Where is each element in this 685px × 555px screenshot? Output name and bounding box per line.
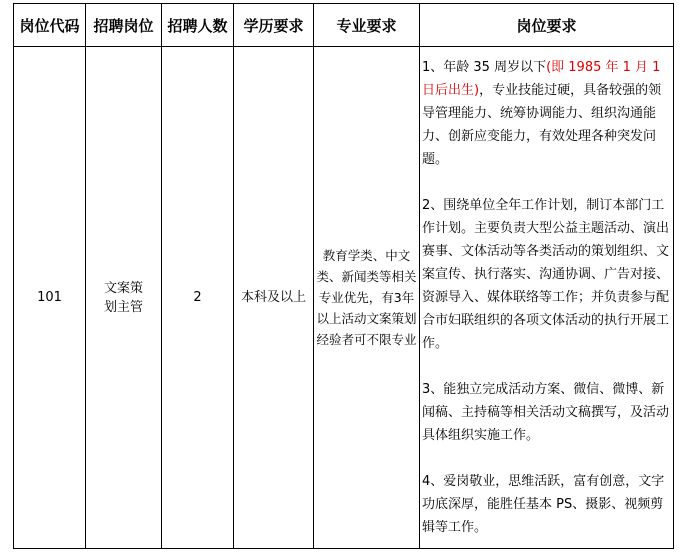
cell-requirements [420, 47, 674, 549]
requirement-1-prefix: 1、年龄 35 周岁以下 [422, 60, 547, 75]
cell-job-code: 101 [14, 47, 86, 549]
position-text: 文案策划主管 [103, 280, 143, 315]
table-row [14, 47, 674, 549]
header-major: 专业要求 [314, 4, 420, 47]
requirement-3: 3、能独立完成活动方案、微信、微博、新闻稿、主持稿等相关活动文稿撰写，及活动具体组织实施工作。 [422, 382, 670, 443]
requirement-1-suffix: ，专业技能过硬，具备较强的领导管理能力、统筹协调能力、组织沟通能力、创新应变能力，有效处理各种突发问题。 [422, 83, 662, 167]
cell-major: 教育学类、中文类、新闻类等相关专业优先，有3年以上活动文案策划经验者可不限专业 [314, 47, 420, 549]
header-requirements: 岗位要求 [420, 4, 674, 47]
header-job-code: 岗位代码 [14, 4, 86, 47]
header-position: 招聘岗位 [86, 4, 162, 47]
header-count: 招聘人数 [162, 4, 234, 47]
job-requirements-table [13, 3, 674, 549]
requirement-4: 4、爱岗敬业，思维活跃，富有创意，文字功底深厚，能胜任基本 PS、摄影、视频剪辑等工作。 [422, 474, 665, 535]
cell-count: 2 [162, 47, 234, 549]
birth-date-highlight: (即 1985 年 1 月 1 日后出生) [422, 60, 661, 98]
header-row [14, 4, 674, 47]
requirement-1 [422, 56, 669, 171]
header-education: 学历要求 [234, 4, 314, 47]
requirement-2: 2、围绕单位全年工作计划，制订本部门工作计划。主要负责大型公益主题活动、演出赛事、文体活动等各类活动的策划组织、文案宣传、执行落实、沟通协调、广告对接、资源导入、媒体联络等工作；并负责参与配合市妇联组织的各项文体活动的执行开展工作。 [422, 198, 670, 351]
cell-position [86, 47, 162, 549]
cell-education: 本科及以上 [234, 47, 314, 549]
